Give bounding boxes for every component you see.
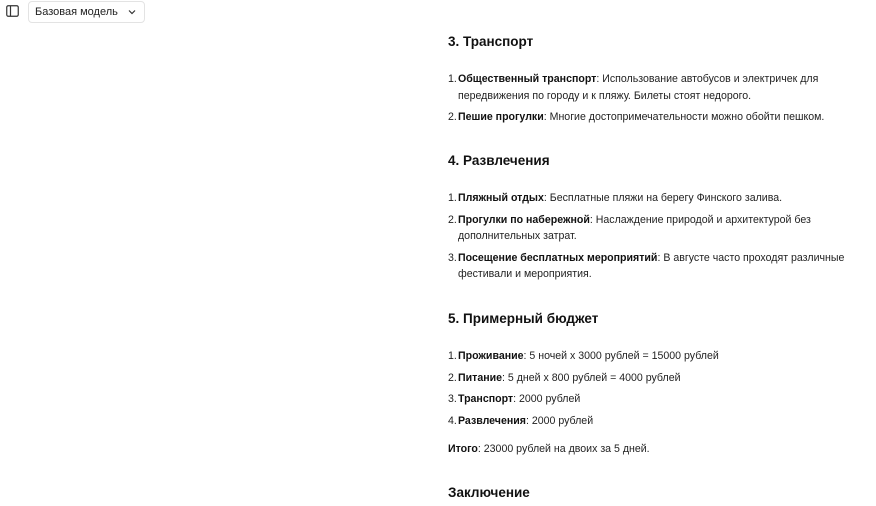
list-item: 2. Прогулки по набережной: Наслаждение природой и архитектурой без дополнительных затрат. (448, 213, 811, 242)
model-select-dropdown[interactable] (28, 1, 145, 23)
ordered-list (448, 190, 868, 283)
list-item: 3. Посещение бесплатных мероприятий: В августе часто проходят различные фестивали и мероприятия. (448, 251, 845, 280)
top-bar (0, 0, 200, 24)
list-item: 2. Пешие прогулки: Многие достопримечательности можно обойти пешком. (448, 111, 825, 123)
list-item: 1. Общественный транспорт: Использование автобусов и электричек для передвижения по городу и к пляжу. Билеты стоят недорого. (448, 73, 819, 102)
budget-total: Итого: 23000 рублей на двоих за 5 дней. (448, 443, 650, 455)
chevron-down-icon (128, 8, 136, 16)
section-conclusion (448, 484, 530, 502)
section-budget (448, 310, 868, 434)
sidebar-toggle-icon (6, 5, 19, 17)
ordered-list (448, 348, 868, 429)
list-item: 1. Пляжный отдых: Бесплатные пляжи на берегу Финского залива. (448, 192, 783, 204)
section-title: 5. Примерный бюджет (448, 311, 599, 326)
list-item: 4. Развлечения: 2000 рублей (448, 414, 594, 427)
section-transport (448, 33, 868, 131)
section-entertainment (448, 152, 868, 288)
section-title: Заключение (448, 485, 530, 500)
section-title: 4. Развлечения (448, 153, 550, 168)
list-item: 1. Проживание: 5 ночей х 3000 рублей = 15000 рублей (448, 350, 719, 362)
ordered-list (448, 71, 868, 126)
list-item: 3. Транспорт: 2000 рублей (448, 393, 581, 405)
model-select-label: Базовая модель (35, 6, 118, 18)
section-title: 3. Транспорт (448, 34, 534, 49)
sidebar-toggle-button[interactable] (4, 3, 20, 19)
list-item: 2. Питание: 5 дней х 800 рублей = 4000 рублей (448, 371, 681, 384)
